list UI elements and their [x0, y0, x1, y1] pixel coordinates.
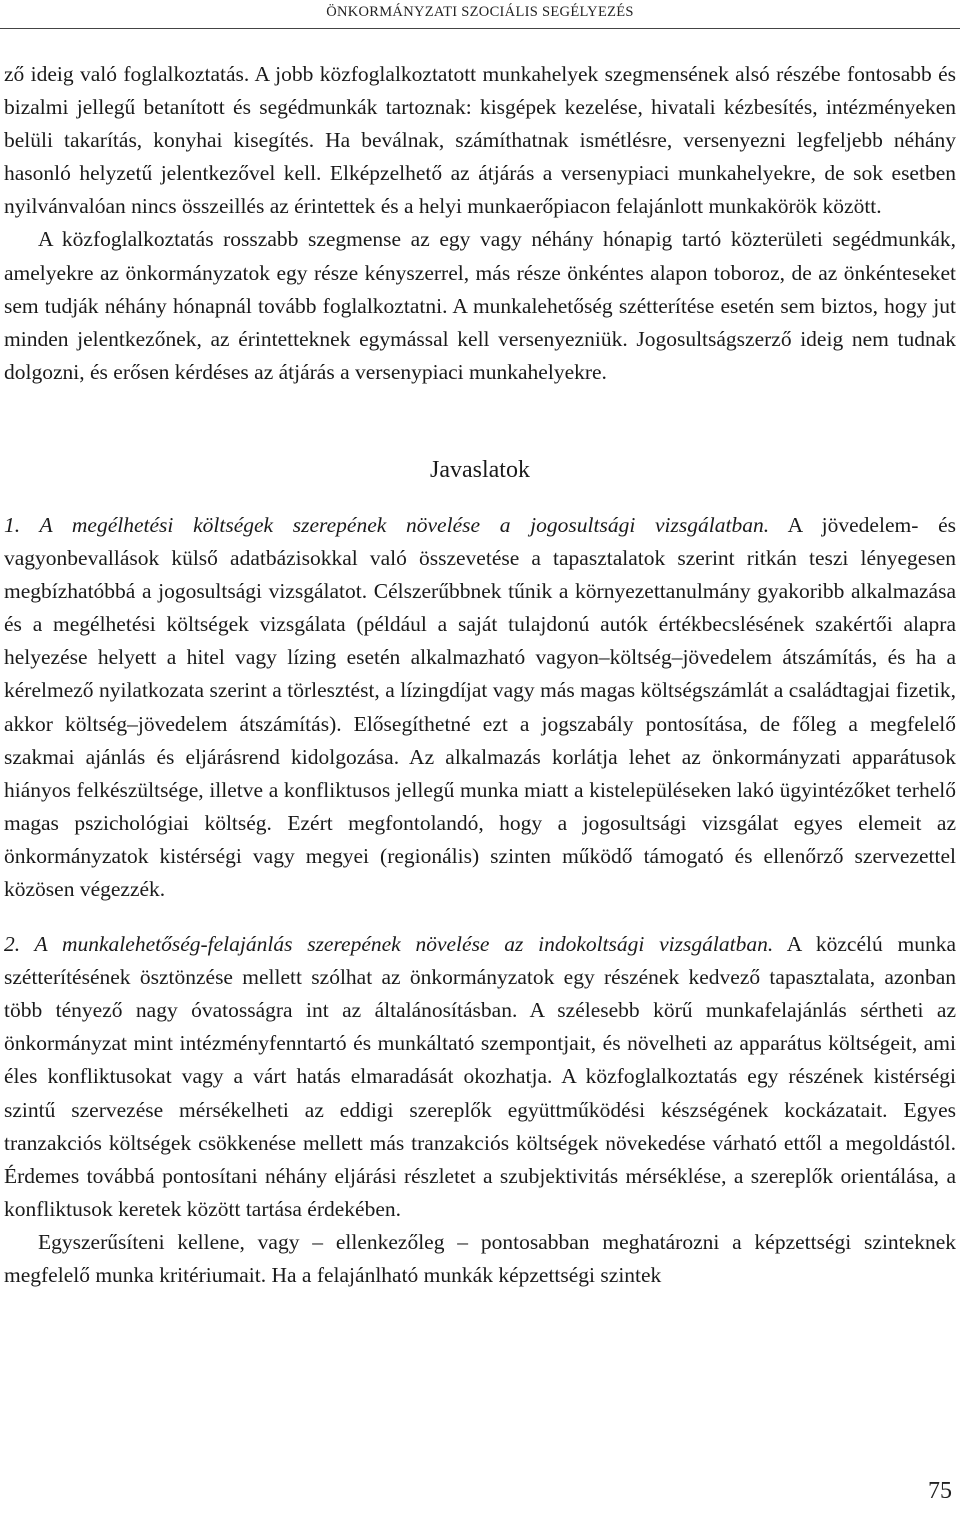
paragraph-continuation: ző ideig való foglalkoztatás. A jobb közfoglalkoztatott munkahelyek szegmensének alsó részébe fontosabb és bizalmi jellegű betanított és segédmunkák tartoznak: kisgépek kezelése, hivatali kézbesítés, intézményeken belüli takarítás, konyhai kisegítés. Ha beválnak, számíthatnak ismétlésre, versenyezni legfeljebb néhány hasonló helyzetű jelentkezővel kell. Elképzelhető az átjárás a versenypiaci munkahelyekre, de sok esetben nyilvánvalóan nincs összeillés az érintettek és a helyi munkaerőpiacon felajánlott munkakörök között.	[4, 62, 956, 219]
proposal-2-title: 2. A munkalehetőség-felajánlás szerepének növelése az indokoltsági vizsgálatban.	[4, 932, 774, 957]
proposal-1	[4, 509, 956, 906]
proposal-2	[4, 928, 956, 1226]
header-rule	[0, 28, 960, 29]
paragraph-public-work: A közfoglalkoztatás rosszabb szegmense az egy vagy néhány hónapig tartó közterületi segédmunkák, amelyekre az önkormányzatok egy része kényszerrel, más része önkéntes alapon toboroz, de az önkénteseket sem tudják néhány hónapnál tovább foglalkoztatni. A munkalehetőség szétterítése esetén sem biztos, hogy jut minden jelentkezőnek, az érintetteknek egymással kell versenyezniük. Jogosultságszerző ideig nem tudnak dolgozni, és erősen kérdéses az átjárás a versenypiaci munkahelyekre.	[4, 227, 956, 384]
paragraph-simplify: Egyszerűsíteni kellene, vagy – ellenkezőleg – pontosabban meghatározni a képzettségi szinteknek megfelelő munka kritériumait. Ha a felajánlható munkák képzettségi szintek	[4, 1229, 956, 1287]
section-heading: Javaslatok	[430, 456, 530, 483]
proposal-1-title: 1. A megélhetési költségek szerepének növelése a jogosultsági vizsgálatban.	[4, 512, 770, 537]
proposal-2-body: A közcélú munka szétterítésének ösztönzése mellett szólhat az önkormányzatok egy részének kedvező tapasztalata, azonban több tényező nagy óvatosságra int az általánosításban. A szélesebb körű munkafelajánlás sértheti az önkormányzat mint intézményfenntartó és munkáltató szempontjait, és növelheti az apparátus költségeit, ami éles konfliktusokat vagy a várt hatás elmaradását okozhatja. A közfoglalkoztatás egy részének kistérségi szintű szervezése mérsékelheti az eddigi szereplők együttműködési készségének kockázatait. Egyes tranzakciós költségek csökkenése mellett más tranzakciós költségek növekedése várható ettől a megoldástól. Érdemes továbbá pontosítani néhány eljárási részletet a szubjektivitás mérséklése, a szereplők orientálása, a konfliktusok keretek között tartása érdekében.	[4, 932, 956, 1221]
page-body	[4, 58, 956, 1292]
proposal-1-body: A jövedelem- és vagyonbevallások külső adatbázisokkal való összevetése a tapasztalatok szerint ritkán teszi lényegesen megbízhatóbbá a jogosultsági vizsgálatot. Célszerűbbnek tűnik a környezettanulmány gyakoribb alkalmazása és a megélhetési költségek vizsgálata (például a saját tulajdonú autók értékbecslésének szakértői alapra helyezése helyett a hitel vagy lízing esetén alkalmazható vagyon–költség–jövedelem átszámítás, és ha a kérelmező nyilatkozata szerint a törlesztést, a lízingdíjat vagy más magas költségszámlát a családtagjai fizetik, akkor költség–jövedelem átszámítás). Elősegíthetné ezt a jogszabály pontosítása, de főleg a megfelelő szakmai ajánlás és eljárásrend kidolgozása. Az alkalmazás korlátja lehet az önkormányzati apparátusok hiányos felkészültsége, illetve a konfliktusos jellegű munka miatt a kistelepüléseken lakó ügyintézőket terhelő magas pszichológiai költség. Ezért megfontolandó, hogy a jogosultsági vizsgálat egyes elemeit az önkormányzatok kistérségi vagy megyei (regionális) szinten működő támogató és ellenőrző szervezettel közösen végezzék.	[4, 512, 956, 901]
page-number: 75	[928, 1478, 952, 1504]
running-header: ÖNKORMÁNYZATI SZOCIÁLIS SEGÉLYEZÉS	[326, 4, 634, 20]
